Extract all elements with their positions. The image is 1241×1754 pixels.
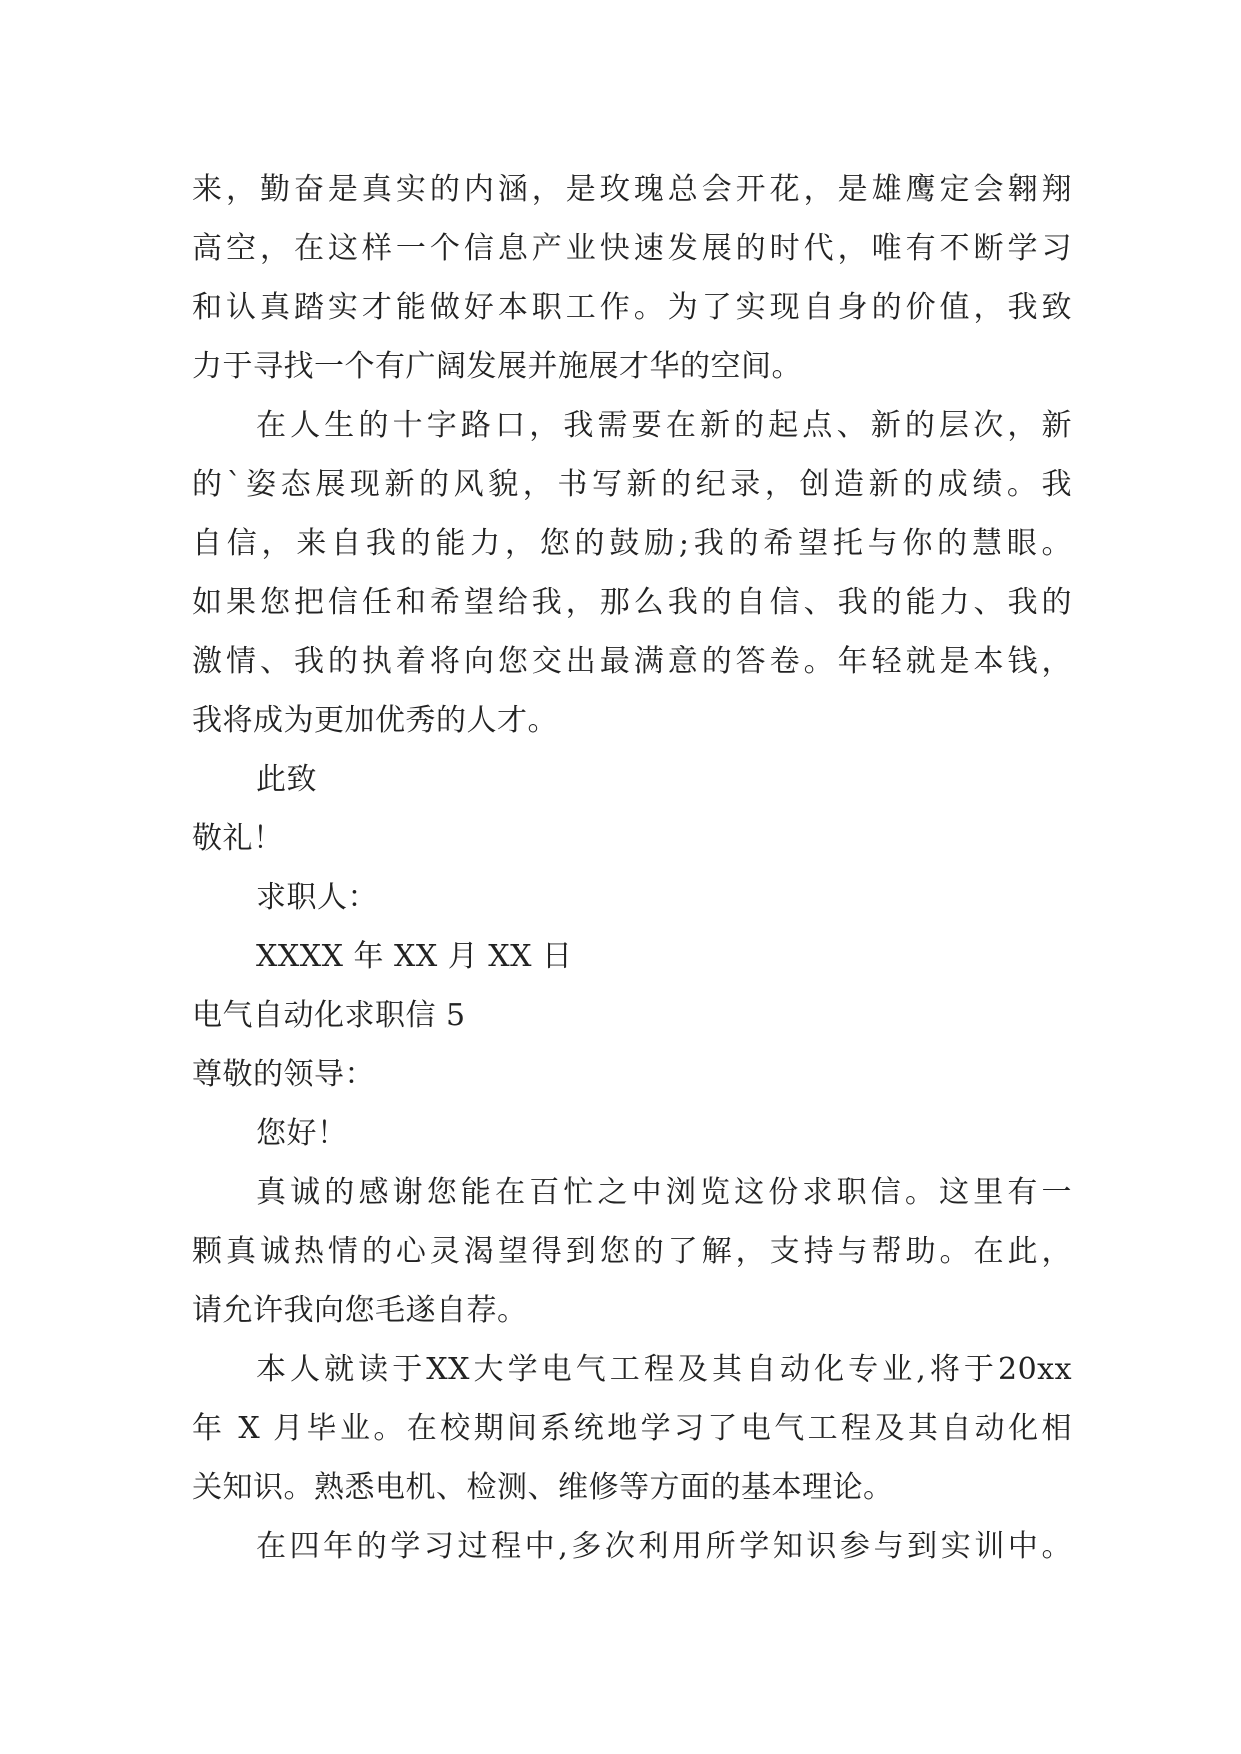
text-line: 来，勤奋是真实的内涵，是玫瑰总会开花，是雄鹰定会翱翔 bbox=[192, 172, 1072, 207]
text-line: 和认真踏实才能做好本职工作。为了实现自身的价值，我致 bbox=[192, 290, 1072, 325]
text-line: 敬礼！ bbox=[192, 821, 284, 856]
text-line: 如果您把信任和希望给我，那么我的自信、我的能力、我的 bbox=[192, 585, 1072, 620]
text-line: 年 X 月毕业。在校期间系统地学习了电气工程及其自动化相 bbox=[192, 1411, 1072, 1446]
text-line: 本人就读于XX大学电气工程及其自动化专业,将于20xx bbox=[256, 1352, 1072, 1387]
text-line: 力于寻找一个有广阔发展并施展才华的空间。 bbox=[192, 349, 802, 384]
letter-body bbox=[192, 160, 1072, 1576]
text-line: 的`姿态展现新的风貌，书写新的纪录，创造新的成绩。我 bbox=[192, 467, 1072, 502]
text-line: 自信，来自我的能力，您的鼓励;我的希望托与你的慧眼。 bbox=[192, 526, 1072, 561]
text-line: 电气自动化求职信 5 bbox=[192, 998, 466, 1033]
text-line: 关知识。熟悉电机、检测、维修等方面的基本理论。 bbox=[192, 1470, 894, 1505]
text-line: 求职人： bbox=[256, 880, 378, 915]
text-line: 此致 bbox=[256, 762, 317, 797]
text-line: 颗真诚热情的心灵渴望得到您的了解，支持与帮助。在此， bbox=[192, 1234, 1072, 1269]
text-line: XXXX 年 XX 月 XX 日 bbox=[256, 939, 573, 974]
text-line: 您好！ bbox=[256, 1116, 348, 1151]
text-line: 高空，在这样一个信息产业快速发展的时代，唯有不断学习 bbox=[192, 231, 1072, 266]
text-line: 在人生的十字路口，我需要在新的起点、新的层次，新 bbox=[256, 408, 1072, 443]
text-line: 在四年的学习过程中,多次利用所学知识参与到实训中。 bbox=[256, 1529, 1072, 1564]
text-line: 尊敬的领导： bbox=[192, 1057, 375, 1092]
text-line: 我将成为更加优秀的人才。 bbox=[192, 703, 558, 738]
text-line: 激情、我的执着将向您交出最满意的答卷。年轻就是本钱， bbox=[192, 644, 1072, 679]
text-line: 请允许我向您毛遂自荐。 bbox=[192, 1293, 528, 1328]
text-line: 真诚的感谢您能在百忙之中浏览这份求职信。这里有一 bbox=[256, 1175, 1072, 1210]
